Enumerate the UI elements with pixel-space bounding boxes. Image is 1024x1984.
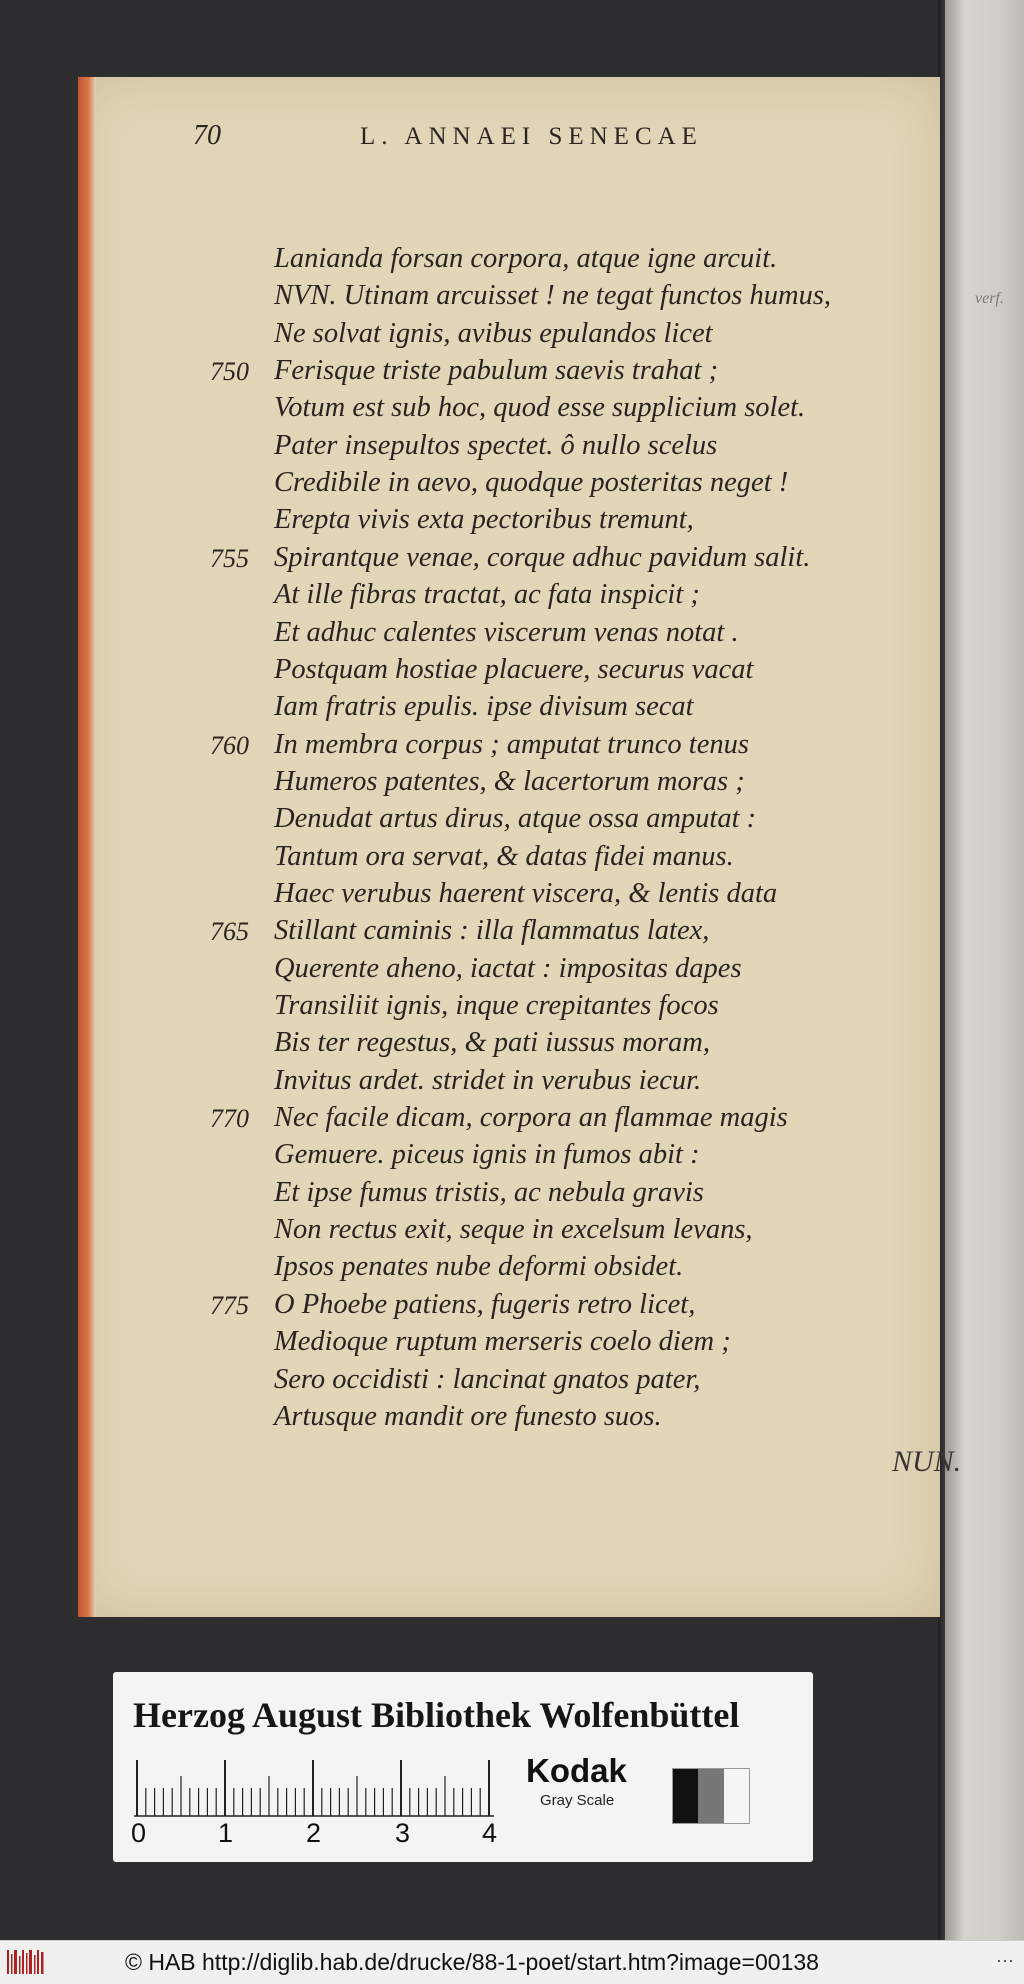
verse-line: Iam fratris epulis. ipse divisum secat — [274, 691, 694, 723]
verse-line: Invitus ardet. stridet in verubus iecur. — [274, 1064, 702, 1096]
verse-line: Gemuere. piceus ignis in fumos abit : — [274, 1139, 700, 1171]
verse-line: Lanianda forsan corpora, atque igne arcuit. — [274, 243, 778, 274]
verse-line: Credibile in aevo, quodque posteritas neget ! — [274, 467, 789, 499]
line-number: 760 — [210, 730, 249, 760]
verse-line: Spirantque venae, corque adhuc pavidum salit. — [274, 541, 811, 573]
source-link[interactable]: © HAB http://diglib.hab.de/drucke/88-1-poet/start.htm?image=00138 — [125, 1949, 819, 1975]
library-name: Herzog August Bibliothek Wolfenbüttel — [133, 1695, 740, 1735]
barcode-icon — [6, 1948, 46, 1976]
ruler-label: 0 — [131, 1818, 147, 1848]
verse-line: Tantum ora servat, & datas fidei manus. — [274, 840, 734, 872]
verse-line: Non rectus exit, seque in excelsum levans, — [274, 1214, 753, 1246]
patch-black — [673, 1769, 698, 1823]
verse-line: Transiliit ignis, inque crepitantes focos — [274, 990, 719, 1021]
gray-patches — [672, 1768, 750, 1824]
kodak-logo: Kodak — [526, 1752, 627, 1789]
patch-white — [724, 1769, 749, 1823]
verse-line: Medioque ruptum merseris coelo diem ; — [274, 1326, 731, 1358]
verse-line: Humeros patentes, & lacertorum moras ; — [274, 765, 745, 797]
verse-line: Pater insepultos spectet. ô nullo scelus — [274, 429, 718, 461]
verse-line: Et ipse fumus tristis, ac nebula gravis — [274, 1176, 704, 1208]
verse-line: Votum est sub hoc, quod esse supplicium solet. — [274, 392, 806, 424]
catchword: NUN. — [892, 1445, 962, 1478]
facing-page-fragment: verf. — [975, 290, 1004, 307]
verse-line: Ferisque triste pabulum saevis trahat ; — [274, 355, 719, 387]
line-number: 775 — [210, 1290, 249, 1320]
ruler-label: 2 — [306, 1818, 322, 1848]
ruler-label: 4 — [482, 1818, 498, 1848]
running-head: L. ANNAEI SENECAE — [360, 123, 703, 150]
verse-line: Querente aheno, iactat : impositas dapes — [274, 952, 742, 984]
page-number: 70 — [193, 120, 221, 151]
line-number: 755 — [210, 543, 249, 573]
red-page-edge — [78, 77, 96, 1617]
ruler-scale — [134, 1758, 494, 1818]
verse-line: NVN. Utinam arcuisset ! ne tegat functos humus, — [274, 280, 832, 312]
verse-line: In membra corpus ; amputat trunco tenus — [274, 728, 749, 760]
line-number: 770 — [210, 1104, 249, 1134]
verse-line: O Phoebe patiens, fugeris retro licet, — [274, 1288, 696, 1320]
ruler-label: 3 — [395, 1818, 411, 1848]
gray-scale-label: Gray Scale — [540, 1792, 615, 1809]
patch-gray — [698, 1769, 723, 1823]
verse-line: At ille fibras tractat, ac fata inspicit ; — [274, 579, 700, 611]
ruler-label: 1 — [218, 1818, 234, 1848]
verse-line: Erepta vivis exta pectoribus tremunt, — [274, 504, 694, 536]
verse-line: Nec facile dicam, corpora an flammae magis — [274, 1102, 788, 1134]
verse-line: Denudat artus dirus, atque ossa amputat : — [274, 803, 757, 835]
verse-line: Ne solvat ignis, avibus epulandos licet — [274, 317, 713, 349]
line-number: 765 — [210, 917, 249, 947]
verse-line: Sero occidisti : lancinat gnatos pater, — [274, 1363, 701, 1395]
verse-line: Bis ter regestus, & pati iussus moram, — [274, 1027, 710, 1059]
verse-line: Ipsos penates nube deformi obsidet. — [274, 1251, 684, 1283]
more-options-icon[interactable]: ··· — [996, 1950, 1014, 1970]
verse-line: Artusque mandit ore funesto suos. — [274, 1400, 662, 1432]
verse-line: Postquam hostiae placuere, securus vacat — [274, 653, 754, 685]
verse-line: Et adhuc calentes viscerum venas notat . — [274, 616, 739, 648]
line-number: 750 — [210, 357, 249, 387]
verse-line: Haec verubus haerent viscera, & lentis data — [274, 877, 778, 909]
verse-line: Stillant caminis : illa flammatus latex, — [274, 915, 710, 947]
